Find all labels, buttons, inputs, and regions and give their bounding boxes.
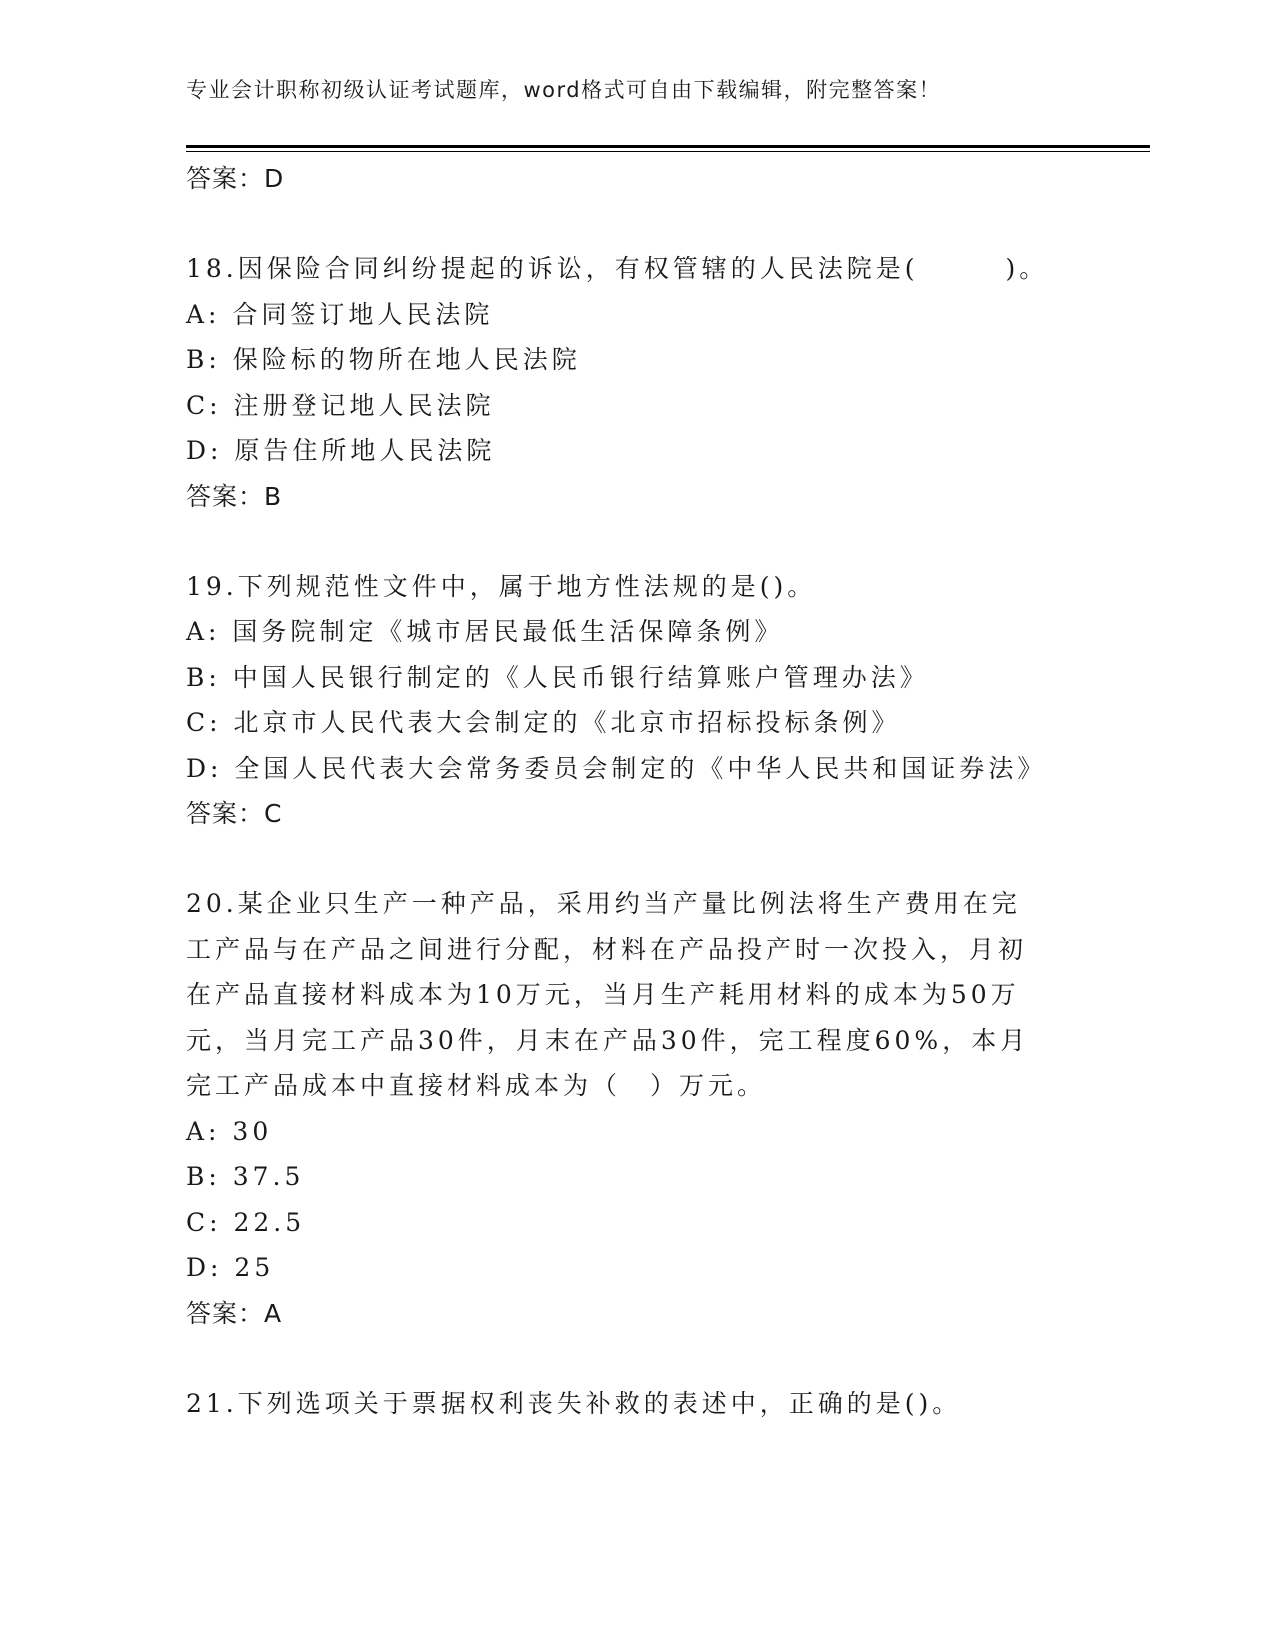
question-21 <box>186 1381 1086 1427</box>
answer: 答案：A <box>186 1298 283 1328</box>
question-stem: 19.下列规范性文件中，属于地方性法规的是()。 <box>186 571 817 601</box>
question-stem: 20.某企业只生产一种产品，采用约当产量比例法将生产费用在完工产品与在产品之间进行分配，材料在产品投产时一次投入，月初在产品直接材料成本为10万元，当月生产耗用材料的成本为50万元，当月完工产品30件，月末在产品30件，完工程度60%，本月完工产品成本中直接材料成本为（ ）万元。 <box>186 889 1030 1100</box>
question-stem: 18.因保险合同纠纷提起的诉讼，有权管辖的人民法院是( )。 <box>186 254 1049 283</box>
spacer <box>186 837 1086 881</box>
header-rule-thick <box>186 145 1150 148</box>
question-19 <box>186 564 1086 838</box>
option-c: C: 北京市人民代表大会制定的《北京市招标投标条例》 <box>186 708 901 737</box>
header-rule-thin <box>186 151 1150 152</box>
option-c: C: 注册登记地人民法院 <box>186 390 495 420</box>
question-18 <box>186 246 1086 520</box>
document-body <box>186 156 1086 1426</box>
spacer <box>186 520 1086 564</box>
option-d: D: 全国人民代表大会常务委员会制定的《中华人民共和国证券法》 <box>186 753 1047 783</box>
spacer <box>186 1337 1086 1381</box>
page-header-title: 专业会计职称初级认证考试题库，word格式可自由下载编辑，附完整答案！ <box>186 78 942 102</box>
answer: 答案：B <box>186 481 283 511</box>
question-stem: 21.下列选项关于票据权利丧失补救的表述中，正确的是()。 <box>186 1388 962 1418</box>
option-b: B: 保险标的物所在地人民法院 <box>186 345 581 374</box>
option-d: D: 原告住所地人民法院 <box>186 436 496 465</box>
option-a: A: 30 <box>186 1116 273 1146</box>
option-b: B: 37.5 <box>186 1162 305 1191</box>
option-d: D: 25 <box>186 1253 275 1282</box>
answer: 答案：C <box>186 799 283 828</box>
option-b: B: 中国人民银行制定的《人民币银行结算账户管理办法》 <box>186 662 929 692</box>
answer-q17: 答案：D <box>186 164 285 193</box>
option-a: A: 合同签订地人民法院 <box>186 299 494 329</box>
option-c: C: 22.5 <box>186 1207 306 1237</box>
spacer <box>186 202 1086 246</box>
question-20 <box>186 881 1086 1337</box>
option-a: A: 国务院制定《城市居民最低生活保障条例》 <box>186 617 784 646</box>
